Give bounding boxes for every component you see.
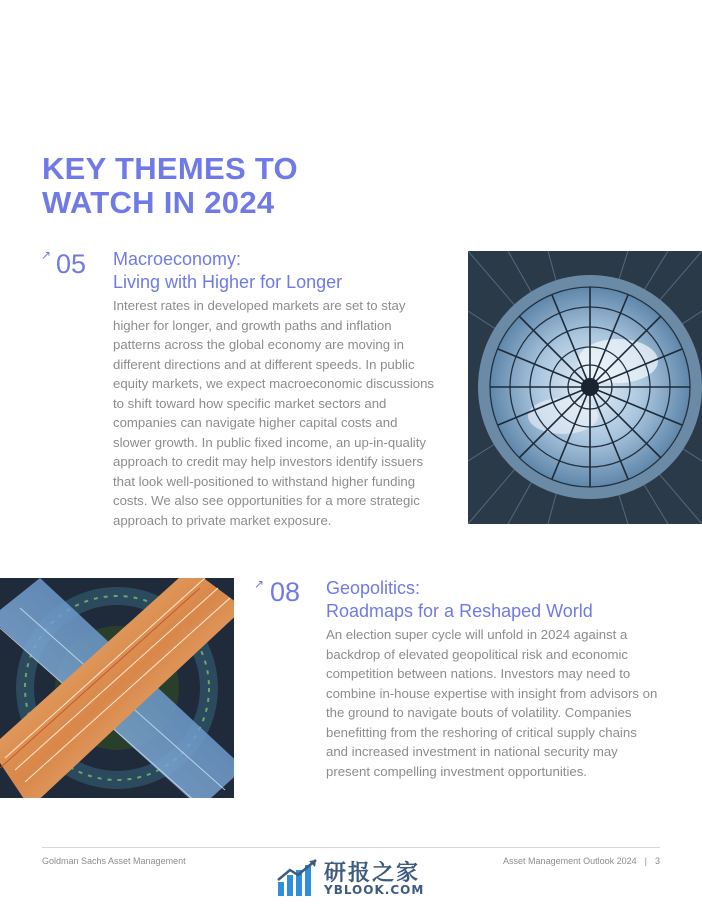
footer-publication: Asset Management Outlook 2024 (503, 856, 637, 866)
title-line-1: KEY THEMES TO (42, 151, 298, 186)
theme-heading-line-1: Macroeconomy: (113, 249, 242, 269)
footer-divider (42, 847, 660, 848)
footer-publisher: Goldman Sachs Asset Management (42, 856, 186, 866)
theme-heading (113, 248, 342, 294)
theme-number: 05 (56, 249, 87, 279)
arrow-icon: ↗ (254, 577, 265, 591)
watermark-url: YBLOOK.COM (324, 883, 425, 897)
theme-heading-line-1: Geopolitics: (326, 578, 421, 598)
theme-heading-line-2: Roadmaps for a Reshaped World (326, 601, 593, 621)
watermark-logo (276, 856, 436, 900)
footer-meta (503, 856, 660, 866)
theme-body: An election super cycle will unfold in 2024 against a backdrop of elevated geopolitical risk and economic competition between nations. Investors may need to combine in-house expertise with insight from advisors on the ground to navigate bouts of volatility. Companies benefitting from the reshoring of critical supply chains and increased investment in national security may present compelling investment opportunities. (326, 627, 658, 779)
page-number: 3 (654, 856, 660, 866)
glass-dome-illustration (468, 251, 702, 524)
theme-heading (326, 577, 593, 623)
highway-illustration (0, 578, 234, 798)
highway-interchange-photo (0, 578, 234, 798)
theme-heading-line-2: Living with Higher for Longer (113, 272, 343, 292)
watermark-chinese: 研报之家 (324, 860, 421, 885)
bar-chart-logo-icon (276, 858, 320, 898)
page-title (42, 152, 298, 220)
theme-body: Interest rates in developed markets are set to stay higher for longer, and growth paths and inflation patterns across the global economy are moving in different directions and at different speeds. In public equity markets, we expect macroeconomic discussions to shift toward how specific market sectors and companies can navigate higher capital costs and slower growth. In public fixed income, an up-in-quality approach to credit may help investors identify issuers that look well-positioned to withstand higher funding costs. We also see opportunities for a more strategic approach to private market exposure. (113, 298, 435, 528)
arrow-icon: ↗ (41, 248, 52, 262)
title-line-2: WATCH IN 2024 (42, 185, 275, 220)
theme-number: 08 (270, 577, 301, 607)
footer-separator: | (644, 856, 647, 866)
glass-dome-photo (468, 251, 702, 524)
